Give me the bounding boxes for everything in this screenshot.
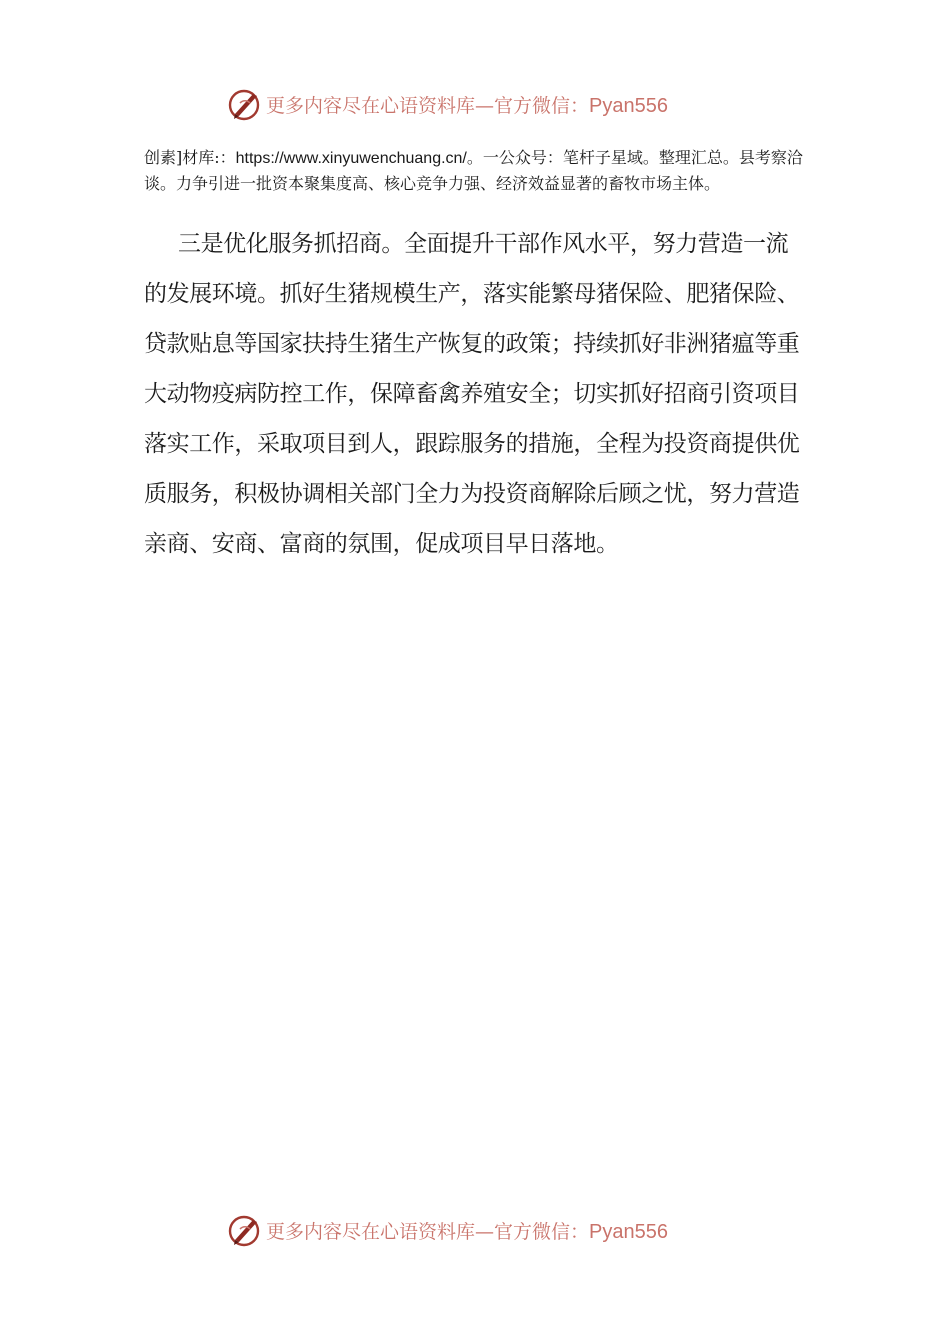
header-suffix: 。一公众号：笔杆子星域。整理汇总。县考察洽谈。力争引进一批资本聚集度高、核心竞争力强、经济效益显著的畜牧市场主体。 — [144, 148, 803, 193]
banner-text: 更多内容尽在心语资料库—官方微信：Pyan556 — [266, 94, 668, 117]
pen-circle-logo-icon — [226, 86, 262, 122]
body-paragraph: 三是优化服务抓招商。全面提升干部作风水平，努力营造一流的发展环境。抓好生猪规模生产，落实能繁母猪保险、肥猪保险、贷款贴息等国家扶持生猪生产恢复的政策；持续抓好非洲猪瘟等重大动物疫病防控工作，保障畜禽养殖安全；切实抓好招商引资项目落实工作，采取项目到人，跟踪服务的措施，全程为投资商提供优质服务，积极协调相关部门全力为投资商解除后顾之忧，努力营造亲商、安商、富商的氛围，促成项目早日落地。 — [144, 231, 800, 557]
header-url[interactable]: https://www.xinyuwenchuang.cn/ — [235, 150, 467, 167]
banner-handle: Pyan556 — [589, 1220, 668, 1243]
banner-handle: Pyan556 — [589, 94, 668, 117]
header-prefix: 创素]材库:： — [144, 148, 236, 167]
banner-text: 更多内容尽在心语资料库—官方微信：Pyan556 — [266, 1220, 668, 1243]
top-banner — [226, 84, 726, 124]
pen-circle-logo-icon — [226, 1212, 262, 1248]
header-paragraph — [144, 145, 806, 196]
bottom-banner — [226, 1210, 726, 1250]
